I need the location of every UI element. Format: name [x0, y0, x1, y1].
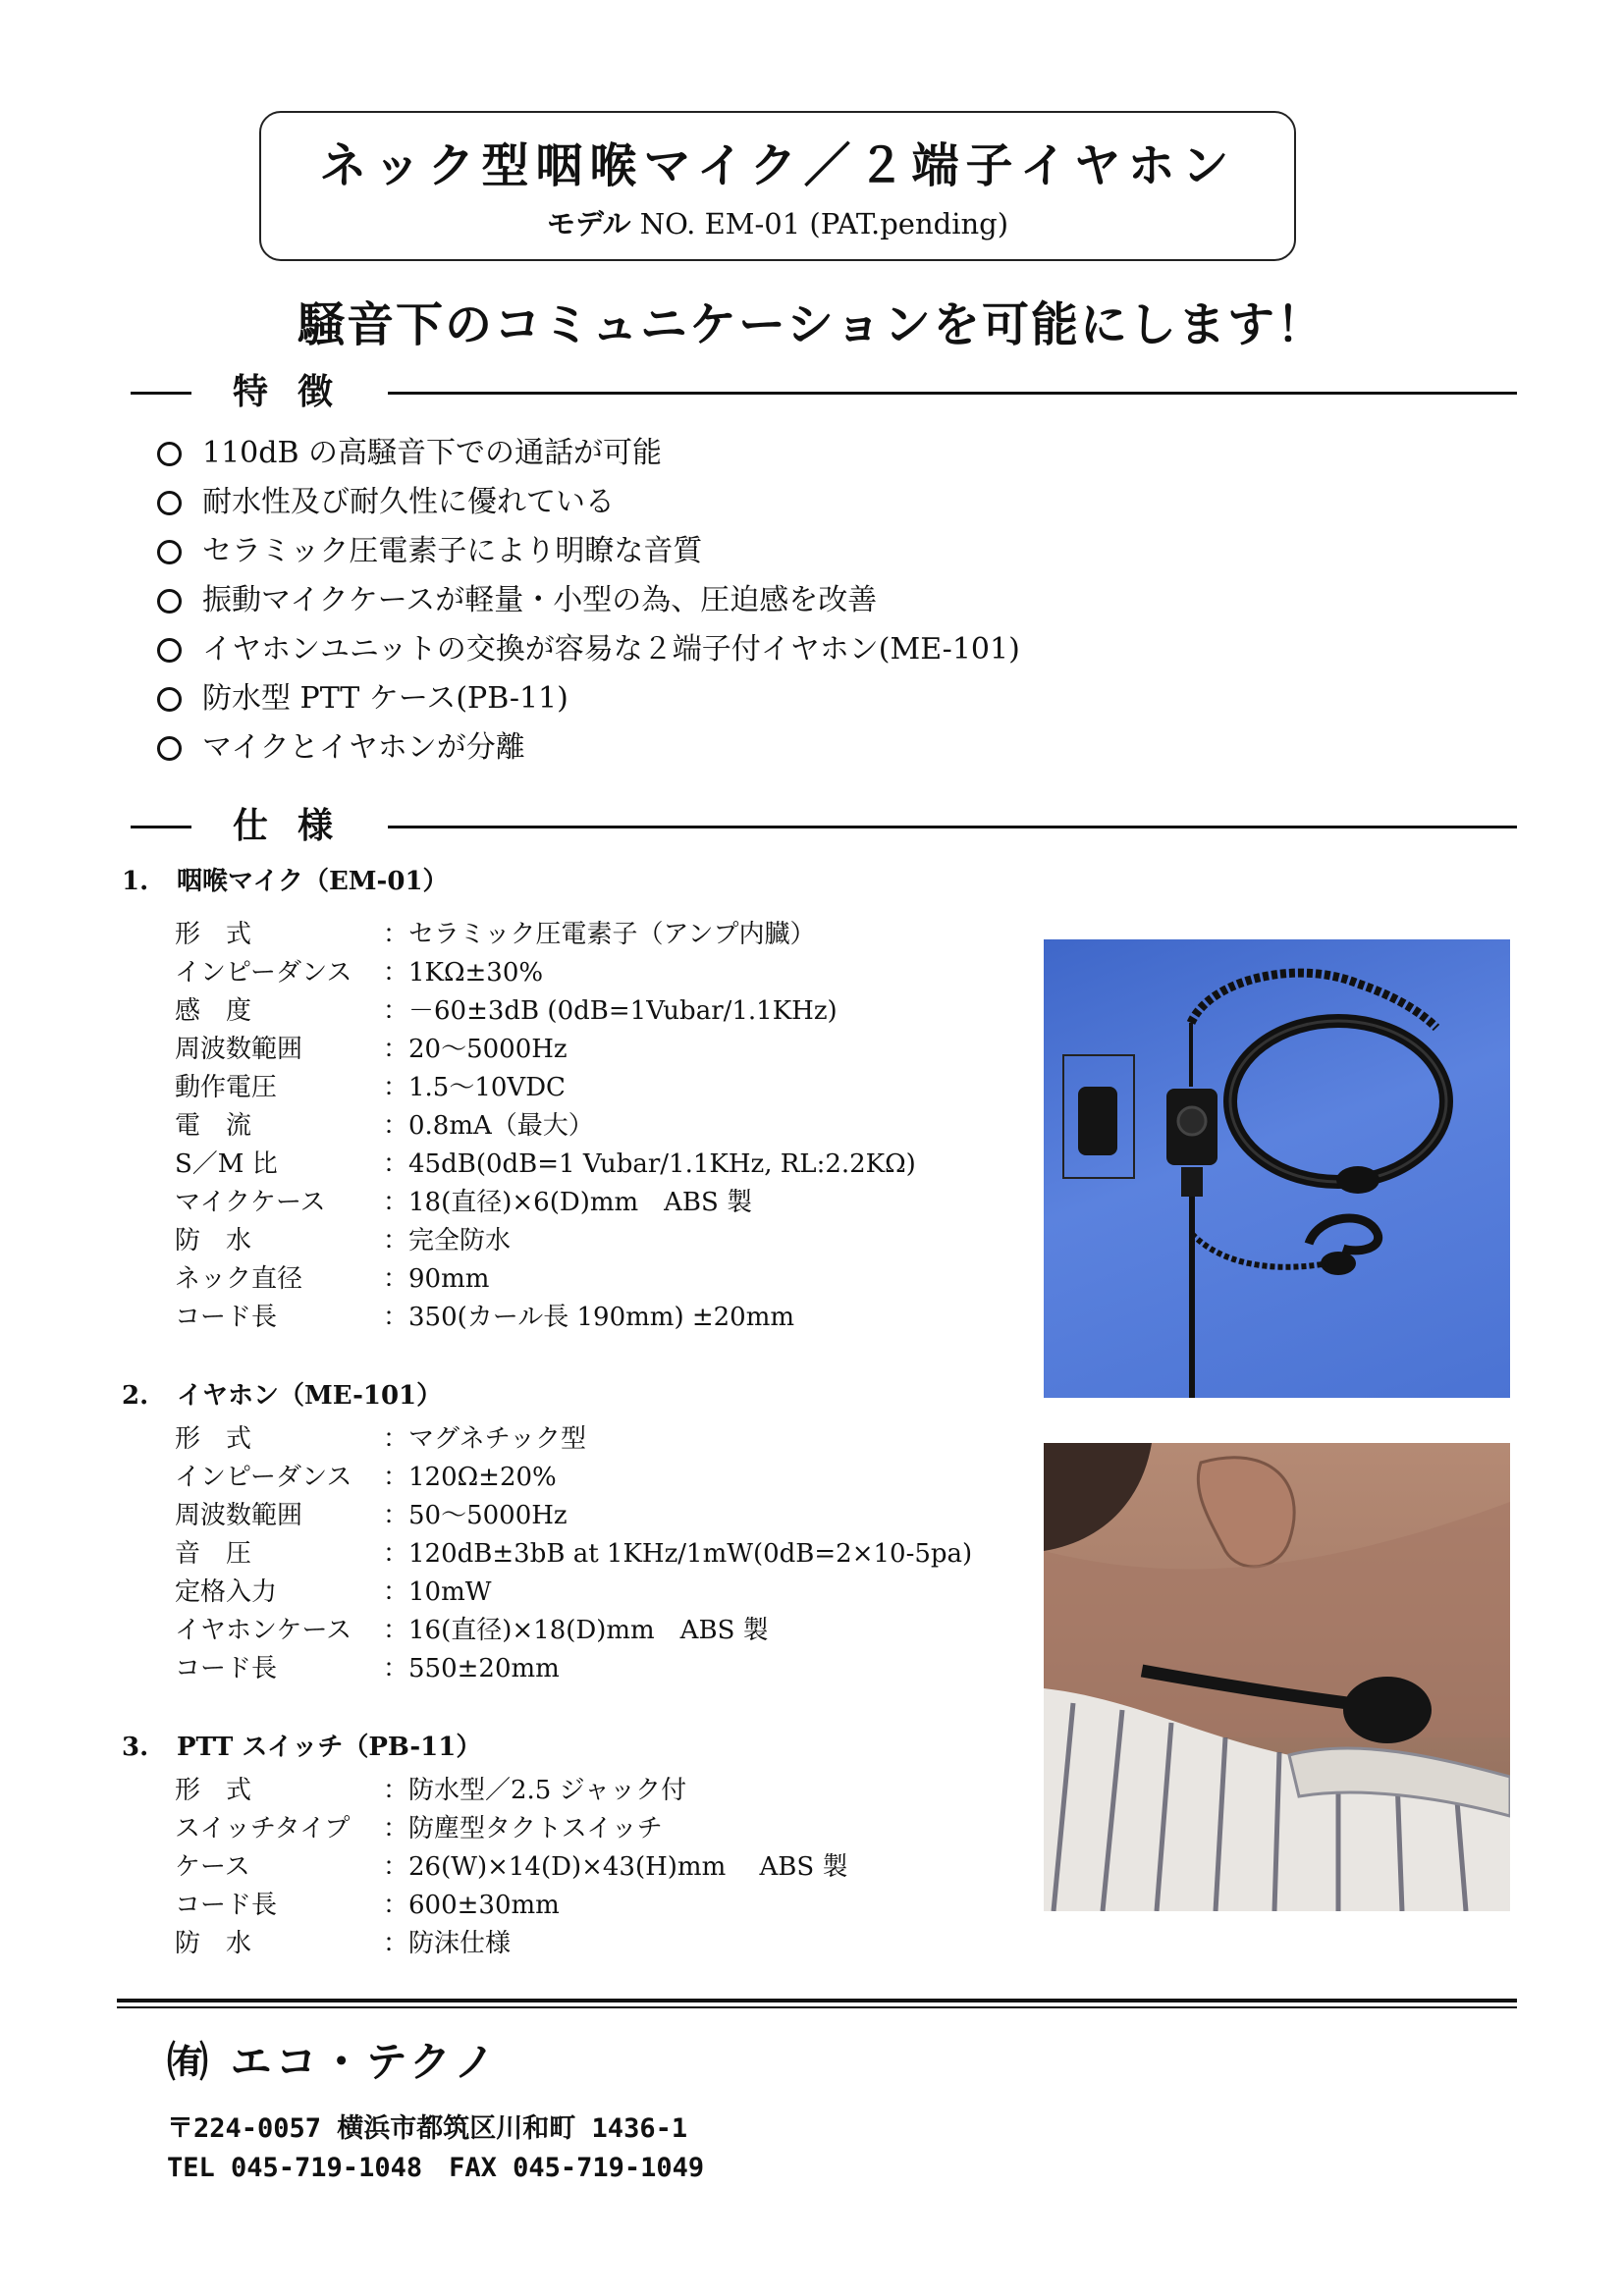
spec-key: 形 式 — [175, 1424, 252, 1454]
heading-dash — [131, 826, 191, 828]
circle-bullet-icon — [157, 442, 182, 466]
spec-value: ：20〜5000Hz — [383, 1035, 568, 1064]
heading-rule — [388, 392, 1517, 395]
circle-bullet-icon — [157, 491, 182, 515]
spec-key: インピーダンス — [175, 958, 352, 988]
spec-value: ：1.5〜10VDC — [383, 1073, 566, 1102]
feature-item: セラミック圧電素子により明瞭な音質 — [157, 528, 1237, 575]
feature-item: イヤホンユニットの交換が容易な２端子付イヤホン(ME-101) — [157, 626, 1237, 673]
circle-bullet-icon — [157, 638, 182, 663]
spec-row — [175, 1497, 1039, 1535]
spec-key: 防 水 — [175, 1929, 252, 1958]
feature-item: 耐水性及び耐久性に優れている — [157, 479, 1237, 526]
spec-value: ：350(カール長 190mm) ±20mm — [383, 1303, 795, 1332]
spec-key: コード長 — [175, 1303, 278, 1332]
spec-row — [175, 1848, 1039, 1887]
spec-row — [175, 1574, 1039, 1612]
spec-value: ：26(W)×14(D)×43(H)mm ABS 製 — [383, 1852, 848, 1882]
spec-section-title: 2. イヤホン（ME-101） — [122, 1381, 443, 1411]
spec-key: 周波数範囲 — [175, 1501, 303, 1530]
model-text: NO. EM-01 (PAT.pending) — [639, 207, 1009, 240]
feature-item: 振動マイクケースが軽量・小型の為、圧迫感を改善 — [157, 577, 1237, 624]
spec-value: ：16(直径)×18(D)mm ABS 製 — [383, 1616, 769, 1645]
spec-row — [175, 1612, 1039, 1650]
spec-row — [175, 916, 1039, 954]
feature-item: 防水型 PTT ケース(PB-11) — [157, 675, 1237, 722]
spec-row — [175, 1420, 1039, 1459]
model-prefix: モデル — [546, 207, 631, 240]
spec-value: ：防沫仕様 — [383, 1929, 512, 1958]
spec-value: ：18(直径)×6(D)mm ABS 製 — [383, 1188, 753, 1217]
spec-value: ：50〜5000Hz — [383, 1501, 568, 1530]
circle-bullet-icon — [157, 589, 182, 614]
heading-dash — [131, 392, 191, 395]
spec-key: 感 度 — [175, 996, 252, 1026]
spec-key: S／M 比 — [175, 1149, 278, 1179]
page-title: ネック型咽喉マイク／２端子イヤホン — [319, 138, 1236, 193]
spec-key: コード長 — [175, 1654, 278, 1683]
spec-row — [175, 1459, 1039, 1497]
spec-key: 定格入力 — [175, 1577, 278, 1607]
spec-row — [175, 1650, 1039, 1688]
spec-key: コード長 — [175, 1891, 278, 1920]
spec-key: 形 式 — [175, 920, 252, 949]
company-address: 〒224-0057 横浜市都筑区川和町 1436-1 — [167, 2113, 688, 2144]
worn-photo — [1044, 1443, 1510, 1911]
circle-bullet-icon — [157, 540, 182, 564]
spec-value: ：45dB(0dB=1 Vubar/1.1KHz, RL:2.2KΩ) — [383, 1149, 916, 1179]
spec-value: ：－60±3dB (0dB=1Vubar/1.1KHz) — [383, 996, 838, 1026]
spec-row — [175, 1069, 1039, 1107]
spec-key: ネック直径 — [175, 1264, 303, 1294]
specs-heading-label: 仕様 — [233, 806, 363, 846]
spec-value: ：完全防水 — [383, 1226, 512, 1255]
spec-row — [175, 992, 1039, 1031]
spec-value: ：1KΩ±30% — [383, 958, 544, 988]
spec-value: ：防水型／2.5 ジャック付 — [383, 1776, 687, 1805]
spec-key: 防 水 — [175, 1226, 252, 1255]
spec-row — [175, 1146, 1039, 1184]
spec-key: 周波数範囲 — [175, 1035, 303, 1064]
tagline: 騒音下のコミュニケーションを可能にします！ — [297, 297, 1326, 352]
spec-row — [175, 1031, 1039, 1069]
spec-row — [175, 954, 1039, 992]
footer-divider — [117, 2006, 1517, 2008]
spec-key: スイッチタイプ — [175, 1814, 351, 1843]
specs-heading — [131, 805, 1517, 848]
spec-value: ：マグネチック型 — [383, 1424, 586, 1454]
heading-rule — [388, 826, 1517, 828]
spec-key: イヤホンケース — [175, 1616, 352, 1645]
spec-section-title: 3. PTT スイッチ（PB-11） — [122, 1733, 482, 1762]
person-wearing-mic-illustration — [1044, 1443, 1510, 1911]
spec-value: ：セラミック圧電素子（アンプ内臓） — [383, 920, 816, 949]
spec-value: ：120Ω±20% — [383, 1463, 557, 1492]
feature-item: 110dB の高騒音下での通話が可能 — [157, 430, 1237, 477]
product-photo — [1044, 939, 1510, 1398]
spec-row — [175, 1184, 1039, 1222]
features-heading — [131, 371, 1517, 414]
circle-bullet-icon — [157, 687, 182, 712]
spec-key: 動作電圧 — [175, 1073, 278, 1102]
spec-key: 音 圧 — [175, 1539, 252, 1569]
model-number — [259, 202, 1296, 242]
spec-key: 形 式 — [175, 1776, 252, 1805]
spec-row — [175, 1222, 1039, 1260]
spec-key: マイクケース — [175, 1188, 326, 1217]
spec-section-title: 1. 咽喉マイク（EM-01） — [122, 867, 449, 896]
spec-value: ：防塵型タクトスイッチ — [383, 1814, 663, 1843]
spec-row — [175, 1535, 1039, 1574]
spec-row — [175, 1260, 1039, 1299]
spec-value: ：0.8mA（最大） — [383, 1111, 594, 1141]
company-phone: TEL 045-719-1048 FAX 045-719-1049 — [167, 2153, 705, 2183]
spec-value: ：550±20mm — [383, 1654, 560, 1683]
circle-bullet-icon — [157, 736, 182, 761]
spec-row — [175, 1925, 1039, 1963]
spec-key: ケース — [175, 1852, 250, 1882]
spec-row — [175, 1887, 1039, 1925]
spec-row — [175, 1810, 1039, 1848]
spec-value: ：120dB±3bB at 1KHz/1mW(0dB=2×10-5pa) — [383, 1539, 973, 1569]
spec-key: 電 流 — [175, 1111, 252, 1141]
spec-value: ：90mm — [383, 1264, 490, 1294]
footer-divider — [117, 1999, 1517, 2002]
features-heading-label: 特徴 — [233, 372, 363, 412]
spec-row — [175, 1107, 1039, 1146]
spec-value: ：600±30mm — [383, 1891, 560, 1920]
spec-value: ：10mW — [383, 1577, 492, 1607]
headset-illustration — [1044, 939, 1510, 1398]
spec-key: インピーダンス — [175, 1463, 352, 1492]
spec-row — [175, 1772, 1039, 1810]
feature-item: マイクとイヤホンが分離 — [157, 724, 1237, 772]
spec-row — [175, 1299, 1039, 1337]
company-name: ㈲ エコ・テクノ — [167, 2038, 500, 2086]
